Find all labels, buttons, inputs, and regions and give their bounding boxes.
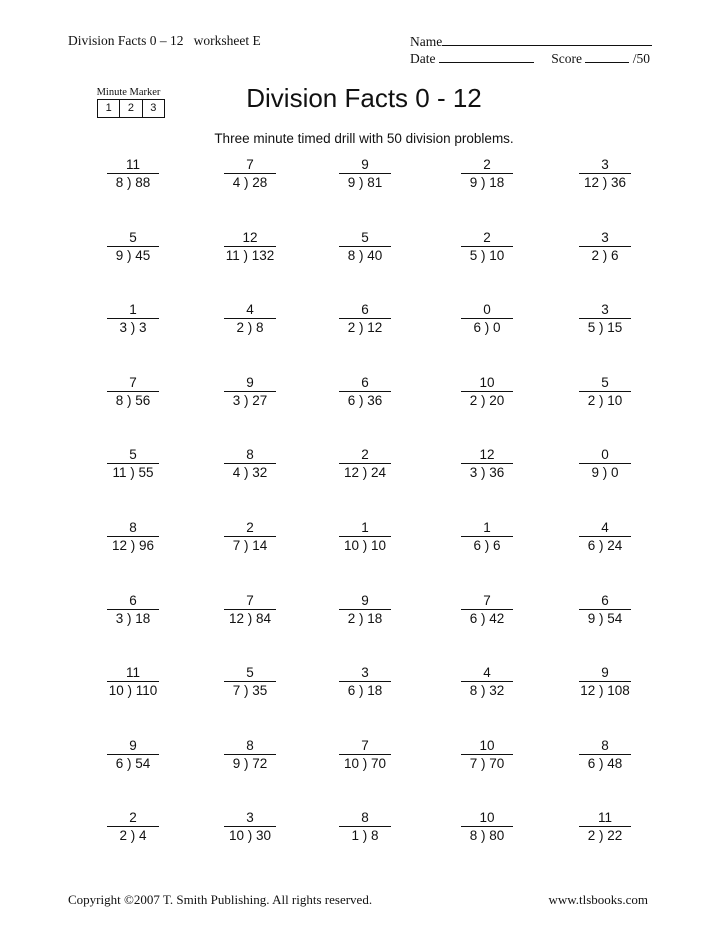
divisor: 2 [236, 320, 244, 336]
answer: 7 [224, 593, 276, 610]
divisor: 3 [232, 392, 241, 408]
dividend: 12 [367, 320, 383, 336]
answer: 7 [461, 593, 513, 610]
answer: 1 [461, 520, 513, 537]
dividend: 96 [139, 538, 155, 553]
dividend: 36 [611, 175, 627, 190]
divisor: 9 [347, 175, 356, 190]
division-problem: 12 3 ) 36 [432, 447, 542, 482]
division-problem: 4 2 ) 8 [195, 302, 305, 337]
division-problem: 10 2 ) 20 [432, 375, 542, 410]
dividend: 18 [135, 610, 151, 626]
divisor: 9 [115, 247, 124, 263]
divisor: 4 [232, 465, 241, 481]
dividend: 35 [252, 683, 268, 699]
divisor: 8 [347, 247, 356, 263]
divisor: 7 [469, 755, 478, 771]
answer: 10 [461, 738, 513, 755]
division-problem: 2 5 ) 10 [432, 230, 542, 265]
divisor: 1 [351, 828, 359, 844]
divisor: 8 [469, 828, 478, 844]
dividend: 18 [367, 610, 383, 626]
division-problem: 2 12 ) 24 [310, 447, 420, 482]
answer: 5 [339, 230, 391, 247]
divisor: 11 [112, 465, 127, 481]
division-problem: 1 10 ) 10 [310, 520, 420, 555]
division-problem: 8 4 ) 32 [195, 447, 305, 482]
answer: 6 [339, 302, 391, 319]
divisor: 2 [119, 828, 127, 844]
divisor: 9 [469, 175, 478, 190]
name-field [410, 33, 652, 50]
dividend: 10 [607, 392, 623, 408]
divisor: 6 [473, 320, 481, 336]
divisor: 8 [469, 683, 478, 699]
page-title [0, 83, 728, 114]
dividend: 84 [256, 610, 272, 626]
divisor: 11 [225, 247, 240, 263]
dividend: 81 [367, 175, 383, 190]
answer: 1 [339, 520, 391, 537]
dividend: 10 [371, 538, 387, 553]
dividend: 3 [139, 320, 147, 336]
divisor: 2 [591, 247, 599, 263]
division-problem: 5 9 ) 45 [78, 230, 188, 265]
division-problem: 8 9 ) 72 [195, 738, 305, 773]
page-subtitle: Three minute timed drill with 50 division problems. [214, 131, 514, 146]
dividend: 72 [252, 755, 268, 771]
answer: 4 [224, 302, 276, 319]
answer: 12 [224, 230, 276, 247]
divisor: 12 [580, 683, 596, 699]
dividend: 32 [252, 465, 268, 481]
division-problem: 8 12 ) 96 [78, 520, 188, 555]
date-score-field [410, 50, 650, 67]
answer: 8 [339, 810, 391, 827]
minute-box-2: 2 [119, 100, 141, 117]
dividend: 132 [251, 247, 275, 263]
divisor: 7 [232, 683, 241, 699]
division-problem: 3 6 ) 18 [310, 665, 420, 700]
divisor: 2 [469, 392, 478, 408]
copyright: Copyright ©2007 T. Smith Publishing. All rights reserved. [68, 892, 373, 907]
answer: 11 [107, 665, 159, 682]
dividend: 45 [135, 247, 151, 263]
answer: 9 [224, 375, 276, 392]
division-problem: 4 8 ) 32 [432, 665, 542, 700]
divisor: 2 [347, 320, 356, 336]
answer: 2 [224, 520, 276, 537]
dividend: 20 [489, 392, 505, 408]
division-problem: 0 6 ) 0 [432, 302, 542, 337]
answer: 0 [461, 302, 513, 319]
division-problem: 1 6 ) 6 [432, 520, 542, 555]
division-problem: 2 9 ) 18 [432, 157, 542, 192]
answer: 5 [107, 447, 159, 464]
answer: 8 [579, 738, 631, 755]
divisor: 12 [343, 465, 359, 481]
dividend: 55 [138, 465, 154, 481]
answer: 2 [339, 447, 391, 464]
dividend: 18 [367, 683, 383, 699]
dividend: 32 [489, 683, 505, 699]
date-blank [439, 50, 534, 63]
divisor: 9 [232, 755, 241, 771]
answer: 6 [579, 593, 631, 610]
answer: 7 [224, 157, 276, 174]
divisor: 10 [343, 755, 359, 771]
division-problem: 10 8 ) 80 [432, 810, 542, 845]
dividend: 27 [252, 392, 268, 408]
divisor: 3 [115, 610, 124, 626]
dividend: 36 [489, 465, 505, 481]
answer: 3 [579, 230, 631, 247]
divisor: 6 [473, 538, 481, 553]
division-problem: 7 8 ) 56 [78, 375, 188, 410]
dividend: 10 [489, 247, 505, 263]
dividend: 54 [135, 755, 151, 771]
divisor: 6 [347, 392, 356, 408]
dividend: 6 [493, 538, 501, 553]
division-problem: 11 8 ) 88 [78, 157, 188, 192]
dividend: 24 [607, 538, 623, 553]
name-label: Name [410, 34, 443, 49]
divisor: 6 [115, 755, 124, 771]
division-problem: 0 9 ) 0 [550, 447, 660, 482]
division-problem: 5 11 ) 55 [78, 447, 188, 482]
divisor: 12 [228, 610, 244, 626]
divisor: 12 [583, 175, 599, 190]
dividend: 4 [139, 828, 147, 844]
division-problem: 5 7 ) 35 [195, 665, 305, 700]
dividend: 8 [371, 828, 379, 844]
division-problem: 2 2 ) 4 [78, 810, 188, 845]
divisor: 2 [347, 610, 356, 626]
division-problem: 10 7 ) 70 [432, 738, 542, 773]
dividend: 6 [611, 247, 619, 263]
division-problem: 9 6 ) 54 [78, 738, 188, 773]
answer: 9 [579, 665, 631, 682]
division-problem: 6 2 ) 12 [310, 302, 420, 337]
dividend: 54 [607, 610, 623, 626]
minute-box-1: 1 [105, 102, 112, 114]
answer: 5 [107, 230, 159, 247]
website: www.tlsbooks.com [548, 892, 648, 907]
answer: 5 [579, 375, 631, 392]
answer: 12 [461, 447, 513, 464]
division-problem: 9 12 ) 108 [580, 665, 630, 699]
answer: 4 [579, 520, 631, 537]
answer: 11 [107, 157, 159, 174]
minute-box-3: 3 [142, 100, 164, 117]
division-problem: 11 10 ) 110 [108, 665, 158, 699]
date-label: Date [410, 51, 436, 66]
answer: 3 [579, 302, 631, 319]
division-problem: 9 3 ) 27 [195, 375, 305, 410]
name-blank [442, 33, 652, 46]
dividend: 28 [252, 175, 268, 190]
answer: 6 [107, 593, 159, 610]
division-problem: 8 1 ) 8 [310, 810, 420, 845]
division-problem: 4 6 ) 24 [550, 520, 660, 555]
division-problem: 1 3 ) 3 [78, 302, 188, 337]
division-problem: 7 6 ) 42 [432, 593, 542, 628]
answer: 8 [107, 520, 159, 537]
minute-marker-label: Minute Marker [96, 87, 161, 98]
answer: 7 [339, 738, 391, 755]
divisor: 5 [469, 247, 478, 263]
divisor: 5 [587, 320, 596, 336]
division-problem: 3 12 ) 36 [550, 157, 660, 192]
division-problem: 12 11 ) 132 [225, 229, 275, 263]
division-problem: 5 2 ) 10 [550, 375, 660, 410]
answer: 9 [339, 157, 391, 174]
answer: 10 [461, 375, 513, 392]
division-problem: 6 3 ) 18 [78, 593, 188, 628]
dividend: 8 [256, 320, 264, 336]
division-problem: 2 7 ) 14 [195, 520, 305, 555]
divisor: 2 [587, 392, 596, 408]
answer: 2 [461, 157, 513, 174]
answer: 1 [107, 302, 159, 319]
division-problem: 3 10 ) 30 [195, 810, 305, 845]
answer: 6 [339, 375, 391, 392]
division-problem: 6 6 ) 36 [310, 375, 420, 410]
answer: 8 [224, 447, 276, 464]
answer: 5 [224, 665, 276, 682]
dividend: 0 [493, 320, 501, 336]
divisor: 12 [111, 538, 127, 553]
dividend: 40 [367, 247, 383, 263]
answer: 2 [461, 230, 513, 247]
dividend: 18 [489, 175, 505, 190]
worksheet-header: Division Facts 0 – 12 worksheet E [68, 33, 261, 48]
divisor: 10 [228, 828, 244, 844]
dividend: 42 [489, 610, 505, 626]
division-problem: 3 2 ) 6 [550, 230, 660, 265]
answer: 11 [579, 810, 631, 827]
divisor: 7 [232, 538, 241, 553]
dividend: 24 [371, 465, 387, 481]
divisor: 6 [587, 538, 596, 553]
dividend: 48 [607, 755, 623, 771]
division-problem: 11 2 ) 22 [550, 810, 660, 845]
dividend: 70 [489, 755, 505, 771]
answer: 9 [339, 593, 391, 610]
divisor: 8 [115, 175, 124, 190]
answer: 3 [224, 810, 276, 827]
dividend: 30 [256, 828, 272, 844]
dividend: 14 [252, 538, 268, 553]
division-problem: 3 5 ) 15 [550, 302, 660, 337]
answer: 2 [107, 810, 159, 827]
divisor: 6 [587, 755, 596, 771]
dividend: 0 [611, 465, 619, 481]
divisor: 6 [347, 683, 356, 699]
division-problem: 7 10 ) 70 [310, 738, 420, 773]
score-total: /50 [632, 51, 650, 66]
dividend: 108 [607, 683, 630, 699]
divisor: 6 [469, 610, 478, 626]
division-problem: 6 9 ) 54 [550, 593, 660, 628]
divisor: 10 [108, 683, 124, 699]
division-problem: 9 2 ) 18 [310, 593, 420, 628]
page-title-text: Division Facts 0 - 12 [246, 83, 482, 113]
dividend: 88 [135, 175, 151, 190]
answer: 3 [339, 665, 391, 682]
division-problem: 9 9 ) 81 [310, 157, 420, 192]
division-problem: 7 4 ) 28 [195, 157, 305, 192]
dividend: 15 [607, 320, 623, 336]
dividend: 80 [489, 828, 505, 844]
dividend: 110 [135, 683, 158, 699]
divisor: 4 [232, 175, 241, 190]
division-problem: 8 6 ) 48 [550, 738, 660, 773]
score-blank [585, 50, 629, 63]
dividend: 70 [371, 755, 387, 771]
divisor: 8 [115, 392, 124, 408]
divisor: 3 [469, 465, 478, 481]
division-problem: 7 12 ) 84 [195, 593, 305, 628]
divisor: 9 [591, 465, 599, 481]
dividend: 36 [367, 392, 383, 408]
divisor: 9 [587, 610, 596, 626]
score-label: Score [551, 51, 582, 66]
divisor: 2 [587, 828, 596, 844]
answer: 10 [461, 810, 513, 827]
answer: 9 [107, 738, 159, 755]
divisor: 10 [343, 538, 359, 553]
divisor: 3 [119, 320, 127, 336]
dividend: 22 [607, 828, 623, 844]
answer: 4 [461, 665, 513, 682]
answer: 8 [224, 738, 276, 755]
answer: 0 [579, 447, 631, 464]
answer: 7 [107, 375, 159, 392]
division-problem: 5 8 ) 40 [310, 230, 420, 265]
answer: 3 [579, 157, 631, 174]
dividend: 56 [135, 392, 151, 408]
